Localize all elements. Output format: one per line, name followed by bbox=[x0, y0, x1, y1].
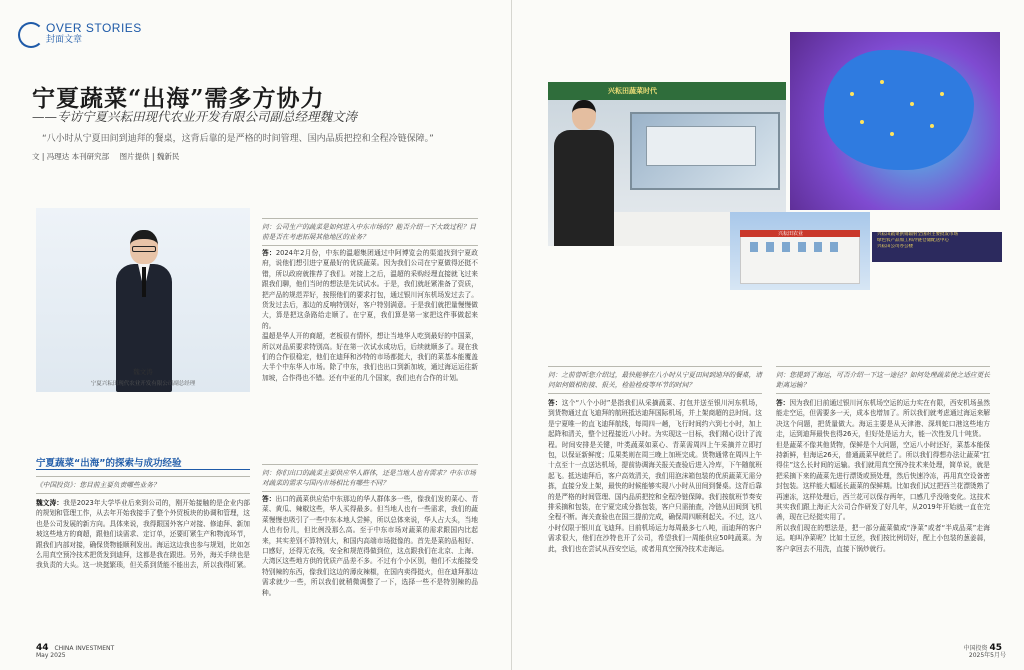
map-pin bbox=[930, 124, 934, 128]
building-window bbox=[814, 242, 822, 252]
answer-2 bbox=[262, 248, 478, 456]
map-pin bbox=[940, 92, 944, 96]
map-pin bbox=[860, 120, 864, 124]
right-page-number: 45 bbox=[989, 643, 1002, 653]
question-2 bbox=[262, 218, 478, 246]
building-photo bbox=[730, 212, 870, 290]
answer-2b-text: 温超是华人开的商超，老板很有情怀，想让当地华人吃到最好的中国菜，所以对品质要求特别高。好在第一次试水成功后，后续就顺多了。现在我们的合作很稳定，他们在迪拜和沙特的市场都挺大，我们的菜基本能覆盖大半个中东华人市场。除了中东，我们也出口到新加坡，通过海运运往新加坡，合作得也不错。还有中亚的几个国家，我们也有合作的计划。 bbox=[262, 332, 478, 382]
article-subtitle: ——专访宁夏兴耘田现代农业开发有限公司副总经理魏文涛 bbox=[32, 109, 358, 124]
question-5-text: 问：您提到了海运，可否介绍一下这一途径？如何处理蔬菜使之适应更长距离运输？ bbox=[776, 371, 990, 389]
right-magazine: 中国投资 bbox=[963, 645, 988, 652]
section-divider bbox=[36, 469, 250, 470]
cover-stories-label bbox=[18, 22, 142, 48]
question-2-text: 问：公司生产的蔬菜是如何进入中东市场的？能否介绍一下大致过程？目前是否在考虑拓展其他地区的业务？ bbox=[262, 223, 476, 241]
question-3 bbox=[262, 464, 478, 492]
question-4 bbox=[548, 366, 762, 394]
answer-3-label: 答： bbox=[262, 495, 276, 503]
answer-3 bbox=[262, 494, 478, 636]
answer-5 bbox=[776, 398, 990, 636]
answer-4-label: 答： bbox=[548, 399, 562, 407]
answer-3-text: 出口的蔬菜供应给中东那边的华人群体多一些，像我们发的菜心、青菜、黄瓜、辣椒这些，华人买得最多。但当地人也有一些需求，我们的蔬菜慢慢也吸引了一些中东本地人尝鲜，所以总体来说，华人占大头，当地人也有份儿，但比例没那么高。至于中东市场对蔬菜的需求跟国内比起来，其实差别不算特别大，和国内高端市场挺像的。首先是菜的品相好、口感好，还得无农残，安全和规范得做到位，这点跟我们在北京、上海、大湾区这些地方供的优质产品差不多。不过有个小区别，他们不太能接受特别辣的东西，像我们这边的薄皮辣椒，在国内卖得挺火，但在迪拜那边需求就少一些，所以我们就稍微调整了一下，选择一些不是特别辣的品种。 bbox=[262, 495, 478, 597]
question-1-text: 《中国投资》：您目前主要负责哪些业务？ bbox=[36, 481, 160, 489]
left-date: May 2025 bbox=[36, 652, 66, 659]
map-pin bbox=[890, 132, 894, 136]
answer-5c-text: 所以我们现在的想法是，把一部分蔬菜做成“净菜”或者“半成品菜”走海运。咱叫净菜呢？比如土豆丝，我们按比例切好，配上小包装的葱姜蒜，客户拿回去不用洗，直接下锅炒就行。 bbox=[776, 523, 990, 553]
building-window bbox=[798, 242, 806, 252]
map-legend bbox=[872, 232, 1002, 262]
portrait-glasses bbox=[132, 246, 156, 252]
question-4-text: 问：之前曾听您介绍过，最快能够在八小时从宁夏田间到迪拜的餐桌，请问如何做相衔接、报关，检验检疫等环节的时间？ bbox=[548, 371, 762, 389]
answer-1-label: 魏文涛： bbox=[36, 499, 64, 507]
map-pin bbox=[850, 92, 854, 96]
portrait-photo bbox=[36, 208, 250, 392]
building-window bbox=[830, 242, 838, 252]
photo-caption-role: 宁夏兴耘田现代农业开发有限公司副总经理 bbox=[90, 381, 196, 387]
answer-1 bbox=[36, 498, 250, 636]
exhibit-banner-text: 兴耘田蔬菜时代 bbox=[608, 87, 657, 95]
building-window bbox=[782, 242, 790, 252]
distribution-map bbox=[790, 32, 1000, 210]
building-window bbox=[766, 242, 774, 252]
byline-photo: 图片提供 | 魏新民 bbox=[119, 152, 180, 161]
pull-quote: “八小时从宁夏田间到迪拜的餐桌，这背后靠的是严格的时间管理、国内品质把控和全程冷链保障。” bbox=[42, 134, 434, 144]
section-heading: 宁夏蔬菜“出海”的探索与成功经验 bbox=[36, 458, 182, 469]
building-sign: 兴耘田农业 bbox=[778, 231, 804, 237]
map-pin bbox=[880, 80, 884, 84]
right-date: 2025年5月号 bbox=[968, 652, 1006, 659]
legend-item-2: 绿色农产品加工和冷链仓储配送中心 bbox=[877, 238, 949, 243]
exhibit-banner bbox=[548, 82, 786, 100]
answer-4-text: 这个“八个小时”是指我们从采摘蔬菜、打包并送至银川河东机场，到货物通过直飞迪拜的航班抵达迪拜国际机场，并上架商超的总时间。这是宁夏唯一的直飞迪拜航线，每周四一趟，飞行时间约六到七小时，加上起降和清关，整个过程接近八小时。为实现这一目标，我们精心设计了流程。时间安排是关键，叶类蔬菜如菜心、青菜需周四上午采摘并立即打包，以保证新鲜度；瓜果类则在周三晚上加班完成。货物通常在周四上午十点至十一点送达机场，提前协调海关报关查验后进入冷库，下午随航班起飞。抵达迪拜后，客户高效清关，我们用泡沫箱包装的优质蔬菜无需分拣，直接分发上架，最快的时候能够实现八小时从田间到餐桌。这背后靠的是严格的时间管理、国内品质把控和全程冷链保障。我们按航班节奏安排采摘和包装，在宁夏完成分拣包装，客户只需抽查，冷链从田间到飞机全程不断。海关查验也在国三提前完成，确保周四顺利起关。不过，这八小时仅限于银川直飞迪拜。目前机场运力每周最多七八吨，而迪拜的客户需求很大，他们在沙特也开了公司，希望我们一周能供应50吨蔬菜。为此，我们也在尝试从西安空运，或者用真空预冷技术走海运。 bbox=[548, 399, 762, 553]
cover-c-icon bbox=[18, 22, 44, 48]
exhibit-person-head bbox=[572, 100, 596, 130]
answer-5-text: 因为我们目前通过银川河东机场空运的运力实在有限，西安机场虽然能走空运，但需要多一天，成本也增加了。所以我们就考虑通过海运来解决这个问题，把货量做大。海运主要是从天津港、深圳蛇口港这些地方走，运到迪拜最快也得26天，但好处是运力大，能一次性发几十吨货。 bbox=[776, 399, 990, 439]
right-page bbox=[512, 0, 1024, 670]
portrait-tie bbox=[142, 267, 146, 297]
left-folio bbox=[36, 645, 114, 659]
answer-2-label: 答： bbox=[262, 249, 276, 257]
legend-item-1: 兴耘田蔬菜供销辐射全国的主要批发市场 bbox=[877, 232, 958, 237]
article-title: 宁夏蔬菜“出海”需多方协力 bbox=[32, 85, 325, 112]
question-3-text: 问：你们出口的蔬菜主要供应华人群体，还是当地人也有需求？中东市场对蔬菜的需求与国内市场相比有哪些不同？ bbox=[262, 469, 476, 487]
exhibit-person-body bbox=[554, 130, 614, 246]
byline-author: 文 | 冯理达 本刊研究部 bbox=[32, 152, 110, 161]
answer-2-text: 2024年2月份，中东的温超集团通过中阿博览会的渠道找到宁夏政府，说他们想引进宁夏最好的优质蔬菜。因为我们公司在宁夏做得还挺不错，所以政府就推荐了我们。对接上之后，温超的采购经理直接就飞过来跟我们聊，他们当时的想法是先试试水。于是，我们就赶紧准备了资质，把产品的规范弄好，按照他们的要求打包，通过银川河东机场发过去了。货发过去后，那边的反响特别好，客户特别满意。于是我们就把量慢慢做大，算是把这条路给走顺了。在宁夏，我们算是第一家把这件事做起来的。 bbox=[262, 249, 478, 330]
left-magazine: CHINA INVESTMENT bbox=[54, 645, 115, 652]
byline bbox=[32, 151, 492, 162]
left-page-number: 44 bbox=[36, 643, 49, 653]
answer-5-label: 答： bbox=[776, 399, 790, 407]
building-window bbox=[750, 242, 758, 252]
photo-caption-name: 魏文涛 bbox=[133, 368, 153, 376]
cover-cn: 封面文章 bbox=[46, 35, 83, 45]
right-folio bbox=[964, 645, 1006, 659]
legend-item-3: 兴耘田公司办公楼 bbox=[877, 244, 913, 249]
answer-4 bbox=[548, 398, 762, 636]
question-5 bbox=[776, 366, 990, 394]
cover-en: OVER STORIES bbox=[46, 21, 142, 35]
answer-5b-text: 但是蔬菜不像其他货物，保鲜是个大问题，空运八小时还好，菜基本能保持新鲜，但海运26天，普通蔬菜早就烂了。所以我们得想办法让蔬菜“扛得住”这么长时间的运输。我们就用真空预冷技术来处理，简单说，就是把采摘下来的蔬菜先进行漂烫或预处理，然后快速冷冻，再用真空设备密封包装。这样能大幅延长蔬菜的保鲜期。比如我们试过把西兰花漂烫熟了再速冻，这样处理后，西兰花可以保存两年，口感几乎没啥变化。这技术其实我们跟上海正大公司合作研发了好几年，从2019年开始就一直在完善，现在已经挺实用了。 bbox=[776, 440, 990, 522]
planning-model-building bbox=[646, 126, 756, 166]
exhibit-person bbox=[554, 100, 614, 246]
answer-1-text: 我是2023年大学毕业后来到公司的，刚开始接触的是企业内部的规划和管理工作，从去年开始我接手了整个外贸板块的协调和管理，这也是公司发展的新方向。具体来说，我得跟国外客户对接、修迪拜、新加坡这些地方的商超，跟他们谈需求、定订单，还要盯紧生产和物流环节，跟我们内部对接，确保货物能顺利发出。海运这边我也参与规划，比如怎么用真空预冷技术把货发到迪拜，这都是我在跟进。另外，海关手续也是我负责的大头。这一块挺繁琐，但关系到货能不能出去，所以我得盯紧。 bbox=[36, 499, 250, 570]
map-pin bbox=[910, 102, 914, 106]
question-1 bbox=[36, 476, 250, 494]
china-map-shape bbox=[824, 50, 974, 170]
